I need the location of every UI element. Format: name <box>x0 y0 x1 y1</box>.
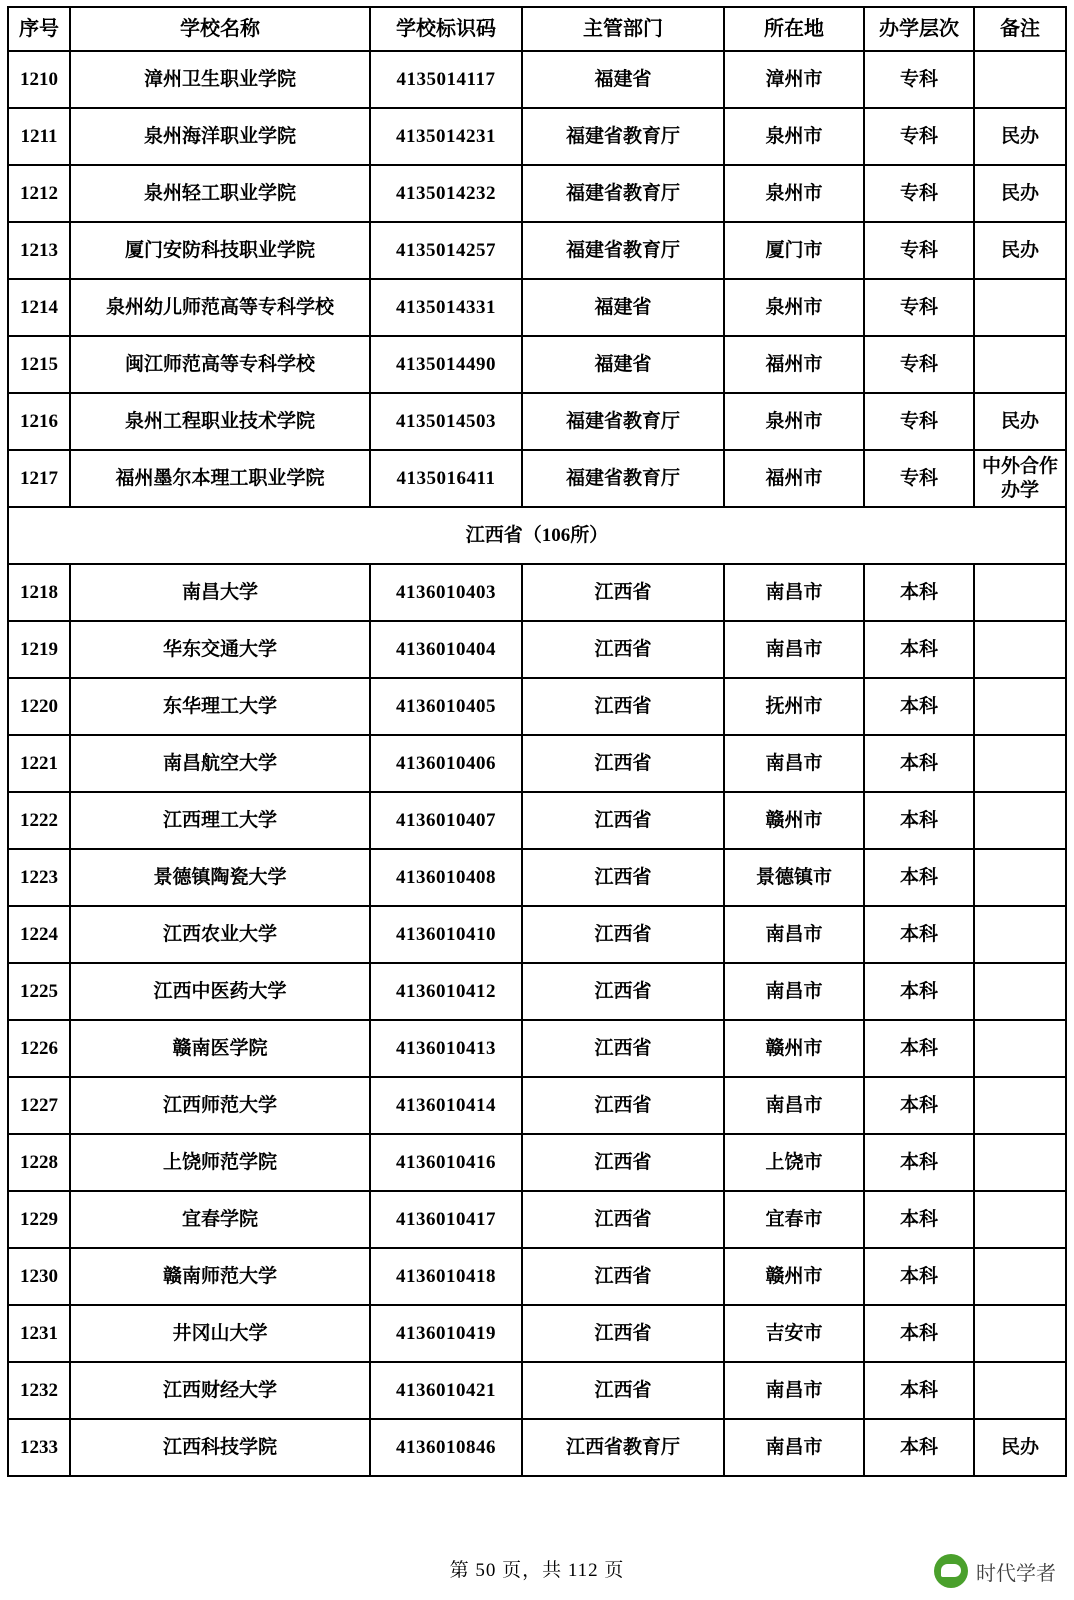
cell-remark <box>974 279 1066 336</box>
cell-level: 专科 <box>864 450 974 507</box>
table-row <box>8 165 1066 222</box>
cell-no: 1218 <box>8 564 70 621</box>
cell-code: 4136010410 <box>370 906 522 963</box>
cell-no: 1215 <box>8 336 70 393</box>
table-header <box>8 7 1066 51</box>
table-row <box>8 1020 1066 1077</box>
cell-location: 吉安市 <box>724 1305 864 1362</box>
cell-name: 上饶师范学院 <box>70 1134 370 1191</box>
cell-name: 泉州轻工职业学院 <box>70 165 370 222</box>
group-header-row <box>8 507 1066 564</box>
cell-name: 赣南师范大学 <box>70 1248 370 1305</box>
cell-dept: 福建省教育厅 <box>522 393 724 450</box>
watermark <box>934 1554 1056 1588</box>
cell-no: 1223 <box>8 849 70 906</box>
cell-dept: 福建省 <box>522 51 724 108</box>
cell-remark <box>974 735 1066 792</box>
cell-remark: 民办 <box>974 1419 1066 1476</box>
cell-level: 专科 <box>864 51 974 108</box>
schools-table <box>7 6 1067 1477</box>
cell-location: 赣州市 <box>724 1020 864 1077</box>
table-row <box>8 564 1066 621</box>
cell-location: 上饶市 <box>724 1134 864 1191</box>
watermark-label: 时代学者 <box>976 1562 1056 1585</box>
table-row <box>8 1134 1066 1191</box>
cell-level: 本科 <box>864 963 974 1020</box>
cell-name: 华东交通大学 <box>70 621 370 678</box>
cell-level: 专科 <box>864 222 974 279</box>
table-row <box>8 1191 1066 1248</box>
cell-dept: 江西省 <box>522 963 724 1020</box>
cell-dept: 江西省 <box>522 621 724 678</box>
cell-no: 1232 <box>8 1362 70 1419</box>
cell-remark <box>974 1134 1066 1191</box>
cell-location: 泉州市 <box>724 165 864 222</box>
cell-location: 福州市 <box>724 450 864 507</box>
table-row <box>8 906 1066 963</box>
cell-code: 4135014231 <box>370 108 522 165</box>
cell-code: 4135014257 <box>370 222 522 279</box>
cell-no: 1221 <box>8 735 70 792</box>
cell-code: 4136010403 <box>370 564 522 621</box>
cell-dept: 江西省 <box>522 906 724 963</box>
cell-no: 1216 <box>8 393 70 450</box>
cell-level: 本科 <box>864 1362 974 1419</box>
cell-name: 江西中医药大学 <box>70 963 370 1020</box>
cell-code: 4135014331 <box>370 279 522 336</box>
cell-level: 专科 <box>864 393 974 450</box>
cell-dept: 江西省 <box>522 1191 724 1248</box>
cell-code: 4136010408 <box>370 849 522 906</box>
table-row <box>8 450 1066 507</box>
cell-no: 1230 <box>8 1248 70 1305</box>
cell-no: 1213 <box>8 222 70 279</box>
cell-code: 4135014490 <box>370 336 522 393</box>
cell-dept: 江西省 <box>522 1305 724 1362</box>
cell-dept: 江西省 <box>522 849 724 906</box>
cell-level: 本科 <box>864 621 974 678</box>
cell-remark <box>974 849 1066 906</box>
cell-code: 4136010404 <box>370 621 522 678</box>
cell-dept: 福建省 <box>522 279 724 336</box>
table-row <box>8 1248 1066 1305</box>
province-group-label: 江西省（106所） <box>8 507 1066 564</box>
cell-code: 4136010846 <box>370 1419 522 1476</box>
cell-name: 泉州幼儿师范高等专科学校 <box>70 279 370 336</box>
cell-no: 1231 <box>8 1305 70 1362</box>
cell-level: 本科 <box>864 1077 974 1134</box>
cell-code: 4135014503 <box>370 393 522 450</box>
cell-name: 井冈山大学 <box>70 1305 370 1362</box>
cell-name: 赣南医学院 <box>70 1020 370 1077</box>
cell-code: 4135016411 <box>370 450 522 507</box>
cell-no: 1233 <box>8 1419 70 1476</box>
column-header-remark: 备注 <box>974 7 1066 51</box>
cell-remark: 民办 <box>974 165 1066 222</box>
wechat-icon <box>934 1554 968 1588</box>
cell-name: 泉州海洋职业学院 <box>70 108 370 165</box>
cell-name: 江西科技学院 <box>70 1419 370 1476</box>
column-header-name: 学校名称 <box>70 7 370 51</box>
cell-no: 1222 <box>8 792 70 849</box>
cell-no: 1210 <box>8 51 70 108</box>
cell-no: 1227 <box>8 1077 70 1134</box>
table-row <box>8 792 1066 849</box>
cell-code: 4136010412 <box>370 963 522 1020</box>
table-row <box>8 621 1066 678</box>
cell-no: 1217 <box>8 450 70 507</box>
column-header-dept: 主管部门 <box>522 7 724 51</box>
cell-dept: 江西省 <box>522 792 724 849</box>
column-header-level: 办学层次 <box>864 7 974 51</box>
cell-level: 本科 <box>864 1248 974 1305</box>
cell-level: 本科 <box>864 849 974 906</box>
column-header-location: 所在地 <box>724 7 864 51</box>
cell-name: 景德镇陶瓷大学 <box>70 849 370 906</box>
cell-name: 闽江师范高等专科学校 <box>70 336 370 393</box>
table-row <box>8 222 1066 279</box>
cell-dept: 江西省 <box>522 1134 724 1191</box>
cell-name: 江西师范大学 <box>70 1077 370 1134</box>
cell-location: 南昌市 <box>724 621 864 678</box>
cell-remark <box>974 906 1066 963</box>
cell-level: 本科 <box>864 735 974 792</box>
cell-remark <box>974 678 1066 735</box>
cell-dept: 江西省教育厅 <box>522 1419 724 1476</box>
cell-code: 4136010418 <box>370 1248 522 1305</box>
cell-level: 本科 <box>864 1305 974 1362</box>
cell-level: 本科 <box>864 1191 974 1248</box>
cell-dept: 江西省 <box>522 735 724 792</box>
cell-name: 江西理工大学 <box>70 792 370 849</box>
cell-remark <box>974 1305 1066 1362</box>
cell-dept: 福建省教育厅 <box>522 222 724 279</box>
cell-no: 1211 <box>8 108 70 165</box>
cell-location: 南昌市 <box>724 963 864 1020</box>
cell-dept: 江西省 <box>522 678 724 735</box>
cell-name: 江西财经大学 <box>70 1362 370 1419</box>
cell-dept: 江西省 <box>522 1248 724 1305</box>
cell-code: 4136010419 <box>370 1305 522 1362</box>
cell-remark <box>974 792 1066 849</box>
document-page <box>0 6 1074 1600</box>
cell-code: 4136010414 <box>370 1077 522 1134</box>
cell-code: 4136010416 <box>370 1134 522 1191</box>
table-row <box>8 1077 1066 1134</box>
cell-level: 本科 <box>864 1020 974 1077</box>
cell-location: 南昌市 <box>724 1077 864 1134</box>
cell-name: 宜春学院 <box>70 1191 370 1248</box>
table-row <box>8 1305 1066 1362</box>
table-row <box>8 108 1066 165</box>
cell-location: 福州市 <box>724 336 864 393</box>
cell-dept: 福建省教育厅 <box>522 165 724 222</box>
table-row <box>8 678 1066 735</box>
cell-remark: 民办 <box>974 393 1066 450</box>
column-header-no: 序号 <box>8 7 70 51</box>
cell-remark <box>974 51 1066 108</box>
cell-name: 泉州工程职业技术学院 <box>70 393 370 450</box>
cell-no: 1212 <box>8 165 70 222</box>
cell-no: 1228 <box>8 1134 70 1191</box>
cell-location: 南昌市 <box>724 1419 864 1476</box>
cell-level: 专科 <box>864 108 974 165</box>
cell-code: 4136010413 <box>370 1020 522 1077</box>
cell-level: 本科 <box>864 906 974 963</box>
table-header-row <box>8 7 1066 51</box>
cell-no: 1220 <box>8 678 70 735</box>
cell-location: 漳州市 <box>724 51 864 108</box>
cell-name: 东华理工大学 <box>70 678 370 735</box>
cell-level: 本科 <box>864 792 974 849</box>
cell-location: 赣州市 <box>724 1248 864 1305</box>
cell-remark: 民办 <box>974 222 1066 279</box>
cell-location: 景德镇市 <box>724 849 864 906</box>
table-row <box>8 51 1066 108</box>
cell-level: 本科 <box>864 1419 974 1476</box>
cell-remark <box>974 336 1066 393</box>
page-footer: 第 50 页，共 112 页 <box>449 1560 625 1581</box>
cell-remark <box>974 1020 1066 1077</box>
cell-code: 4135014232 <box>370 165 522 222</box>
cell-dept: 江西省 <box>522 1077 724 1134</box>
table-row <box>8 963 1066 1020</box>
cell-code: 4136010405 <box>370 678 522 735</box>
table-row <box>8 336 1066 393</box>
cell-location: 泉州市 <box>724 108 864 165</box>
cell-name: 漳州卫生职业学院 <box>70 51 370 108</box>
cell-location: 宜春市 <box>724 1191 864 1248</box>
cell-level: 专科 <box>864 336 974 393</box>
cell-location: 南昌市 <box>724 564 864 621</box>
cell-location: 南昌市 <box>724 906 864 963</box>
cell-location: 厦门市 <box>724 222 864 279</box>
cell-no: 1225 <box>8 963 70 1020</box>
cell-name: 南昌大学 <box>70 564 370 621</box>
table-body <box>8 51 1066 1476</box>
cell-dept: 江西省 <box>522 1020 724 1077</box>
cell-name: 江西农业大学 <box>70 906 370 963</box>
cell-level: 本科 <box>864 564 974 621</box>
cell-no: 1214 <box>8 279 70 336</box>
cell-code: 4136010421 <box>370 1362 522 1419</box>
cell-remark <box>974 1191 1066 1248</box>
table-row <box>8 279 1066 336</box>
cell-name: 南昌航空大学 <box>70 735 370 792</box>
cell-dept: 江西省 <box>522 564 724 621</box>
cell-code: 4136010406 <box>370 735 522 792</box>
cell-location: 南昌市 <box>724 1362 864 1419</box>
cell-level: 本科 <box>864 678 974 735</box>
table-row <box>8 1362 1066 1419</box>
cell-location: 赣州市 <box>724 792 864 849</box>
cell-name: 福州墨尔本理工职业学院 <box>70 450 370 507</box>
cell-remark <box>974 963 1066 1020</box>
cell-code: 4136010407 <box>370 792 522 849</box>
cell-code: 4136010417 <box>370 1191 522 1248</box>
cell-remark: 中外合作办学 <box>974 450 1066 507</box>
cell-remark: 民办 <box>974 108 1066 165</box>
cell-remark <box>974 621 1066 678</box>
cell-dept: 福建省教育厅 <box>522 108 724 165</box>
cell-no: 1226 <box>8 1020 70 1077</box>
cell-name: 厦门安防科技职业学院 <box>70 222 370 279</box>
cell-code: 4135014117 <box>370 51 522 108</box>
cell-location: 抚州市 <box>724 678 864 735</box>
table-row <box>8 849 1066 906</box>
cell-level: 专科 <box>864 165 974 222</box>
column-header-code: 学校标识码 <box>370 7 522 51</box>
cell-level: 专科 <box>864 279 974 336</box>
table-row <box>8 1419 1066 1476</box>
cell-dept: 福建省 <box>522 336 724 393</box>
cell-location: 南昌市 <box>724 735 864 792</box>
cell-remark <box>974 564 1066 621</box>
cell-remark <box>974 1248 1066 1305</box>
table-row <box>8 393 1066 450</box>
cell-remark <box>974 1362 1066 1419</box>
cell-remark <box>974 1077 1066 1134</box>
cell-level: 本科 <box>864 1134 974 1191</box>
cell-dept: 福建省教育厅 <box>522 450 724 507</box>
cell-no: 1224 <box>8 906 70 963</box>
cell-location: 泉州市 <box>724 279 864 336</box>
table-row <box>8 735 1066 792</box>
cell-location: 泉州市 <box>724 393 864 450</box>
cell-dept: 江西省 <box>522 1362 724 1419</box>
cell-no: 1229 <box>8 1191 70 1248</box>
cell-no: 1219 <box>8 621 70 678</box>
